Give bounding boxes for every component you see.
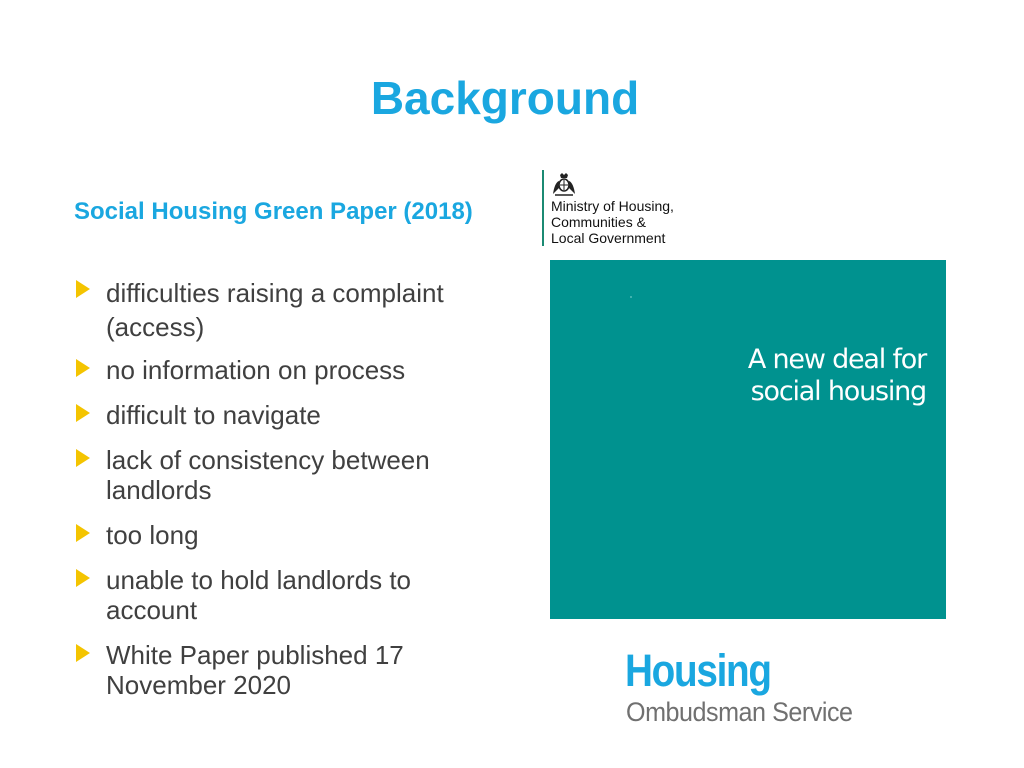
bullet-text: difficulties raising a complaint (access): [106, 278, 444, 342]
slide-title: Background: [370, 72, 640, 124]
ministry-line: Communities &: [551, 214, 646, 230]
list-item: [76, 640, 496, 700]
bullet-text: difficult to navigate: [106, 400, 321, 430]
bullet-triangle-icon: [76, 280, 90, 298]
bullet-triangle-icon: [76, 569, 90, 587]
bullet-text: too long: [106, 520, 199, 550]
bullet-triangle-icon: [76, 644, 90, 662]
bullet-list: [76, 276, 496, 715]
bullet-text: no information on process: [106, 355, 406, 385]
cover-title: [626, 344, 926, 408]
logo-word-ombudsman: Ombudsman Service: [626, 697, 853, 727]
ministry-line: Local Government: [551, 230, 666, 246]
bullet-text: lack of consistency between landlords: [106, 445, 430, 505]
green-paper-cover: [550, 260, 946, 619]
list-item: [76, 565, 496, 625]
list-item: [76, 400, 496, 430]
list-item: [76, 276, 496, 344]
list-item: [76, 355, 496, 385]
housing-ombudsman-logo: [625, 645, 885, 730]
royal-crest-icon: [551, 172, 577, 196]
bullet-triangle-icon: [76, 524, 90, 542]
bullet-triangle-icon: [76, 359, 90, 377]
logo-word-housing: Housing: [625, 645, 771, 696]
cover-line: social housing: [750, 376, 926, 407]
list-item: [76, 445, 496, 505]
bullet-triangle-icon: [76, 449, 90, 467]
cover-speck: [630, 296, 632, 298]
cover-line: A new deal for: [747, 344, 926, 375]
ministry-line: Ministry of Housing,: [551, 198, 674, 214]
bullet-text: unable to hold landlords to account: [106, 565, 412, 625]
ministry-logo: [542, 170, 702, 246]
bullet-text: White Paper published 17 November 2020: [106, 640, 404, 700]
slide-subtitle: Social Housing Green Paper (2018): [74, 198, 473, 225]
ministry-name: [551, 198, 711, 246]
ministry-logo-rule: [542, 170, 544, 246]
bullet-triangle-icon: [76, 404, 90, 422]
list-item: [76, 520, 496, 550]
